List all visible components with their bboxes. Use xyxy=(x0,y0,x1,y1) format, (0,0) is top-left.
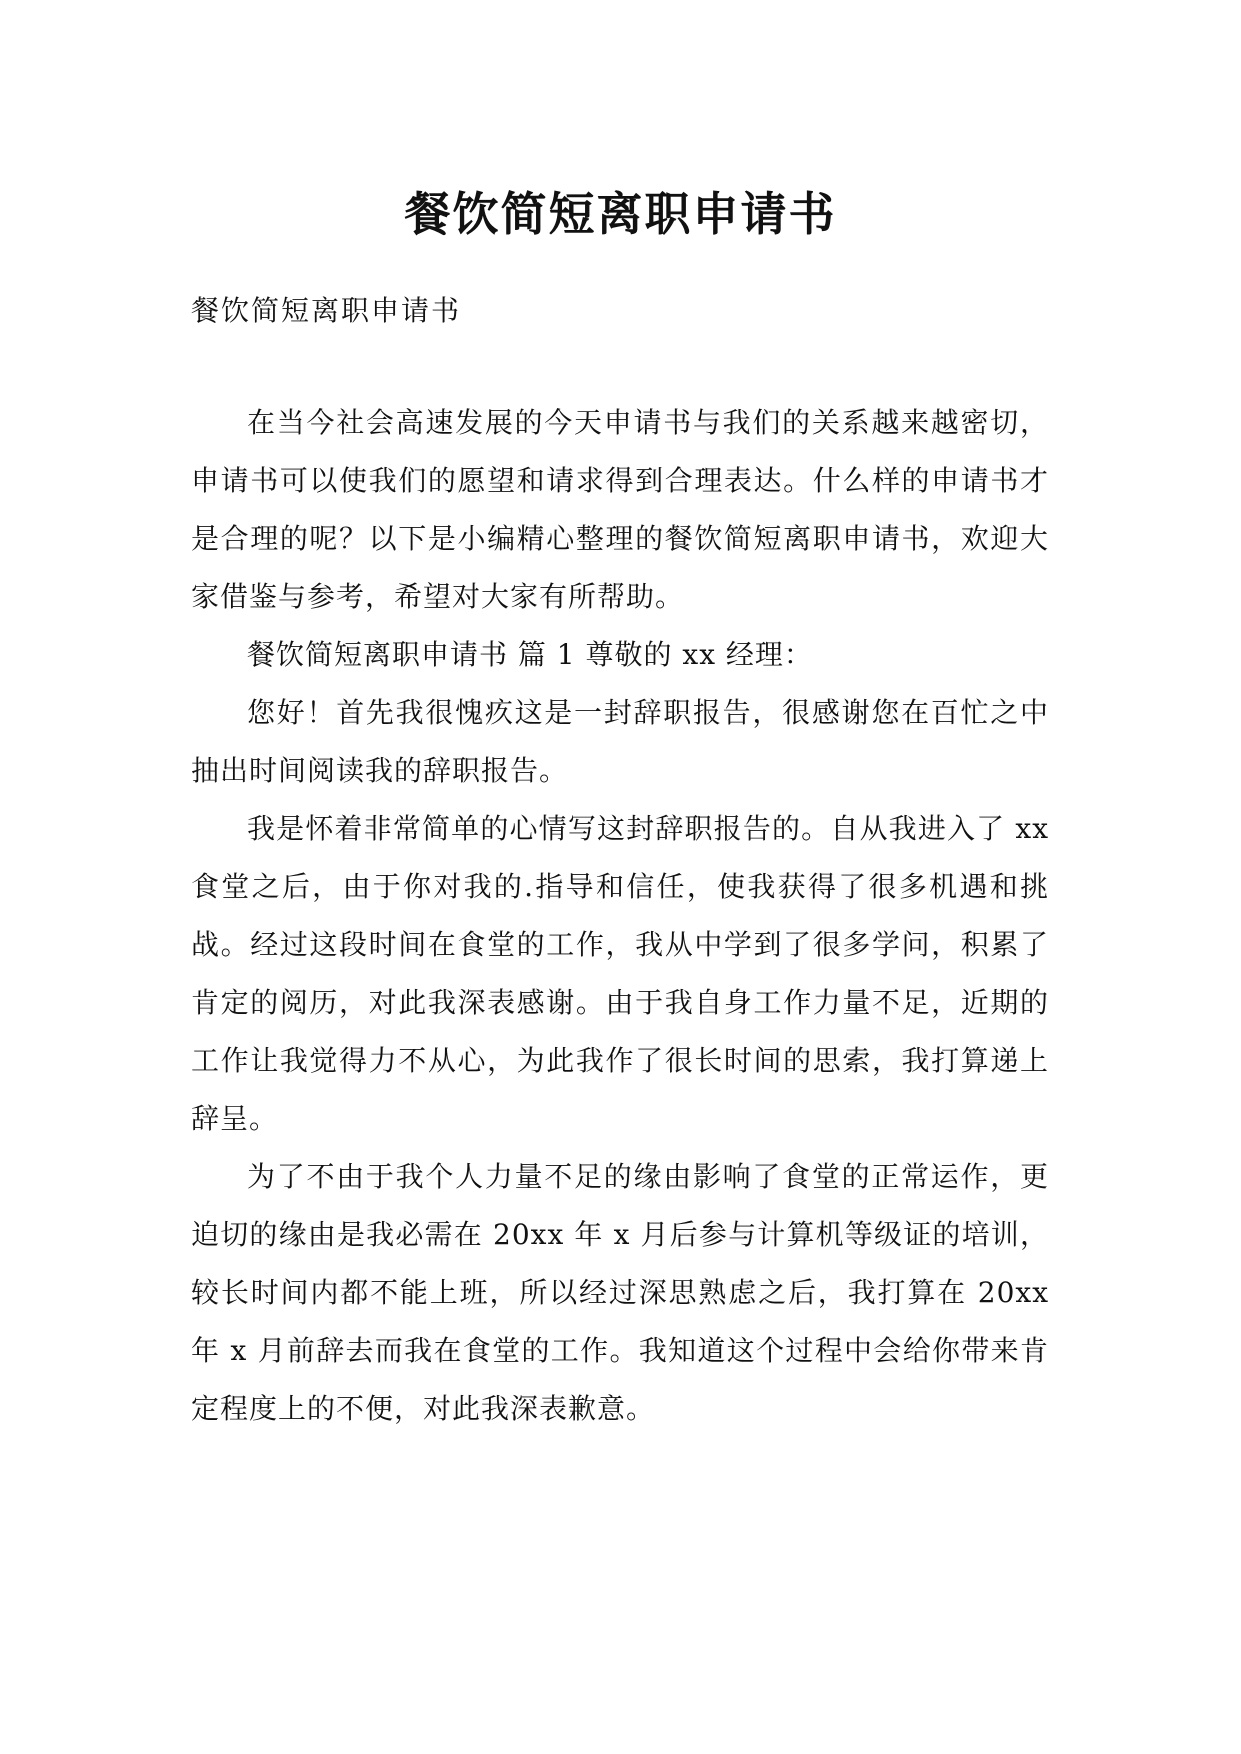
document-subtitle: 餐饮简短离职申请书 xyxy=(191,294,462,327)
intro-paragraph: 在当今社会高速发展的今天申请书与我们的关系越来越密切，申请书可以使我们的愿望和请求得到合理表达。什么样的申请书才是合理的呢？以下是小编精心整理的餐饮简短离职申请书，欢迎大家借鉴与参考，希望对大家有所帮助。 xyxy=(191,406,1049,613)
page-title: 餐饮简短离职申请书 xyxy=(404,186,837,241)
closing-paragraph: 为了不由于我个人力量不足的缘由影响了食堂的正常运作，更迫切的缘由是我必需在 20xx 年 x 月后参与计算机等级证的培训，较长时间内都不能上班，所以经过深思熟虑之后，我打算在 20xx 年 x 月前辞去而我在食堂的工作。我知道这个过程中会给你带来肯定程度上的不便，对此我深表歉意。 xyxy=(191,1160,1049,1425)
reason-paragraph: 我是怀着非常简单的心情写这封辞职报告的。自从我进入了 xx 食堂之后，由于你对我的.指导和信任，使我获得了很多机遇和挑战。经过这段时间在食堂的工作，我从中学到了很多学问，积累了肯定的阅历，对此我深表感谢。由于我自身工作力量不足，近期的工作让我觉得力不从心，为此我作了很长时间的思索，我打算递上辞呈。 xyxy=(191,812,1049,1135)
greeting-paragraph: 您好！首先我很愧疚这是一封辞职报告，很感谢您在百忙之中抽出时间阅读我的辞职报告。 xyxy=(191,696,1049,787)
salutation-paragraph: 餐饮简短离职申请书 篇 1 尊敬的 xx 经理： xyxy=(247,638,813,671)
document-body xyxy=(191,282,1049,1438)
